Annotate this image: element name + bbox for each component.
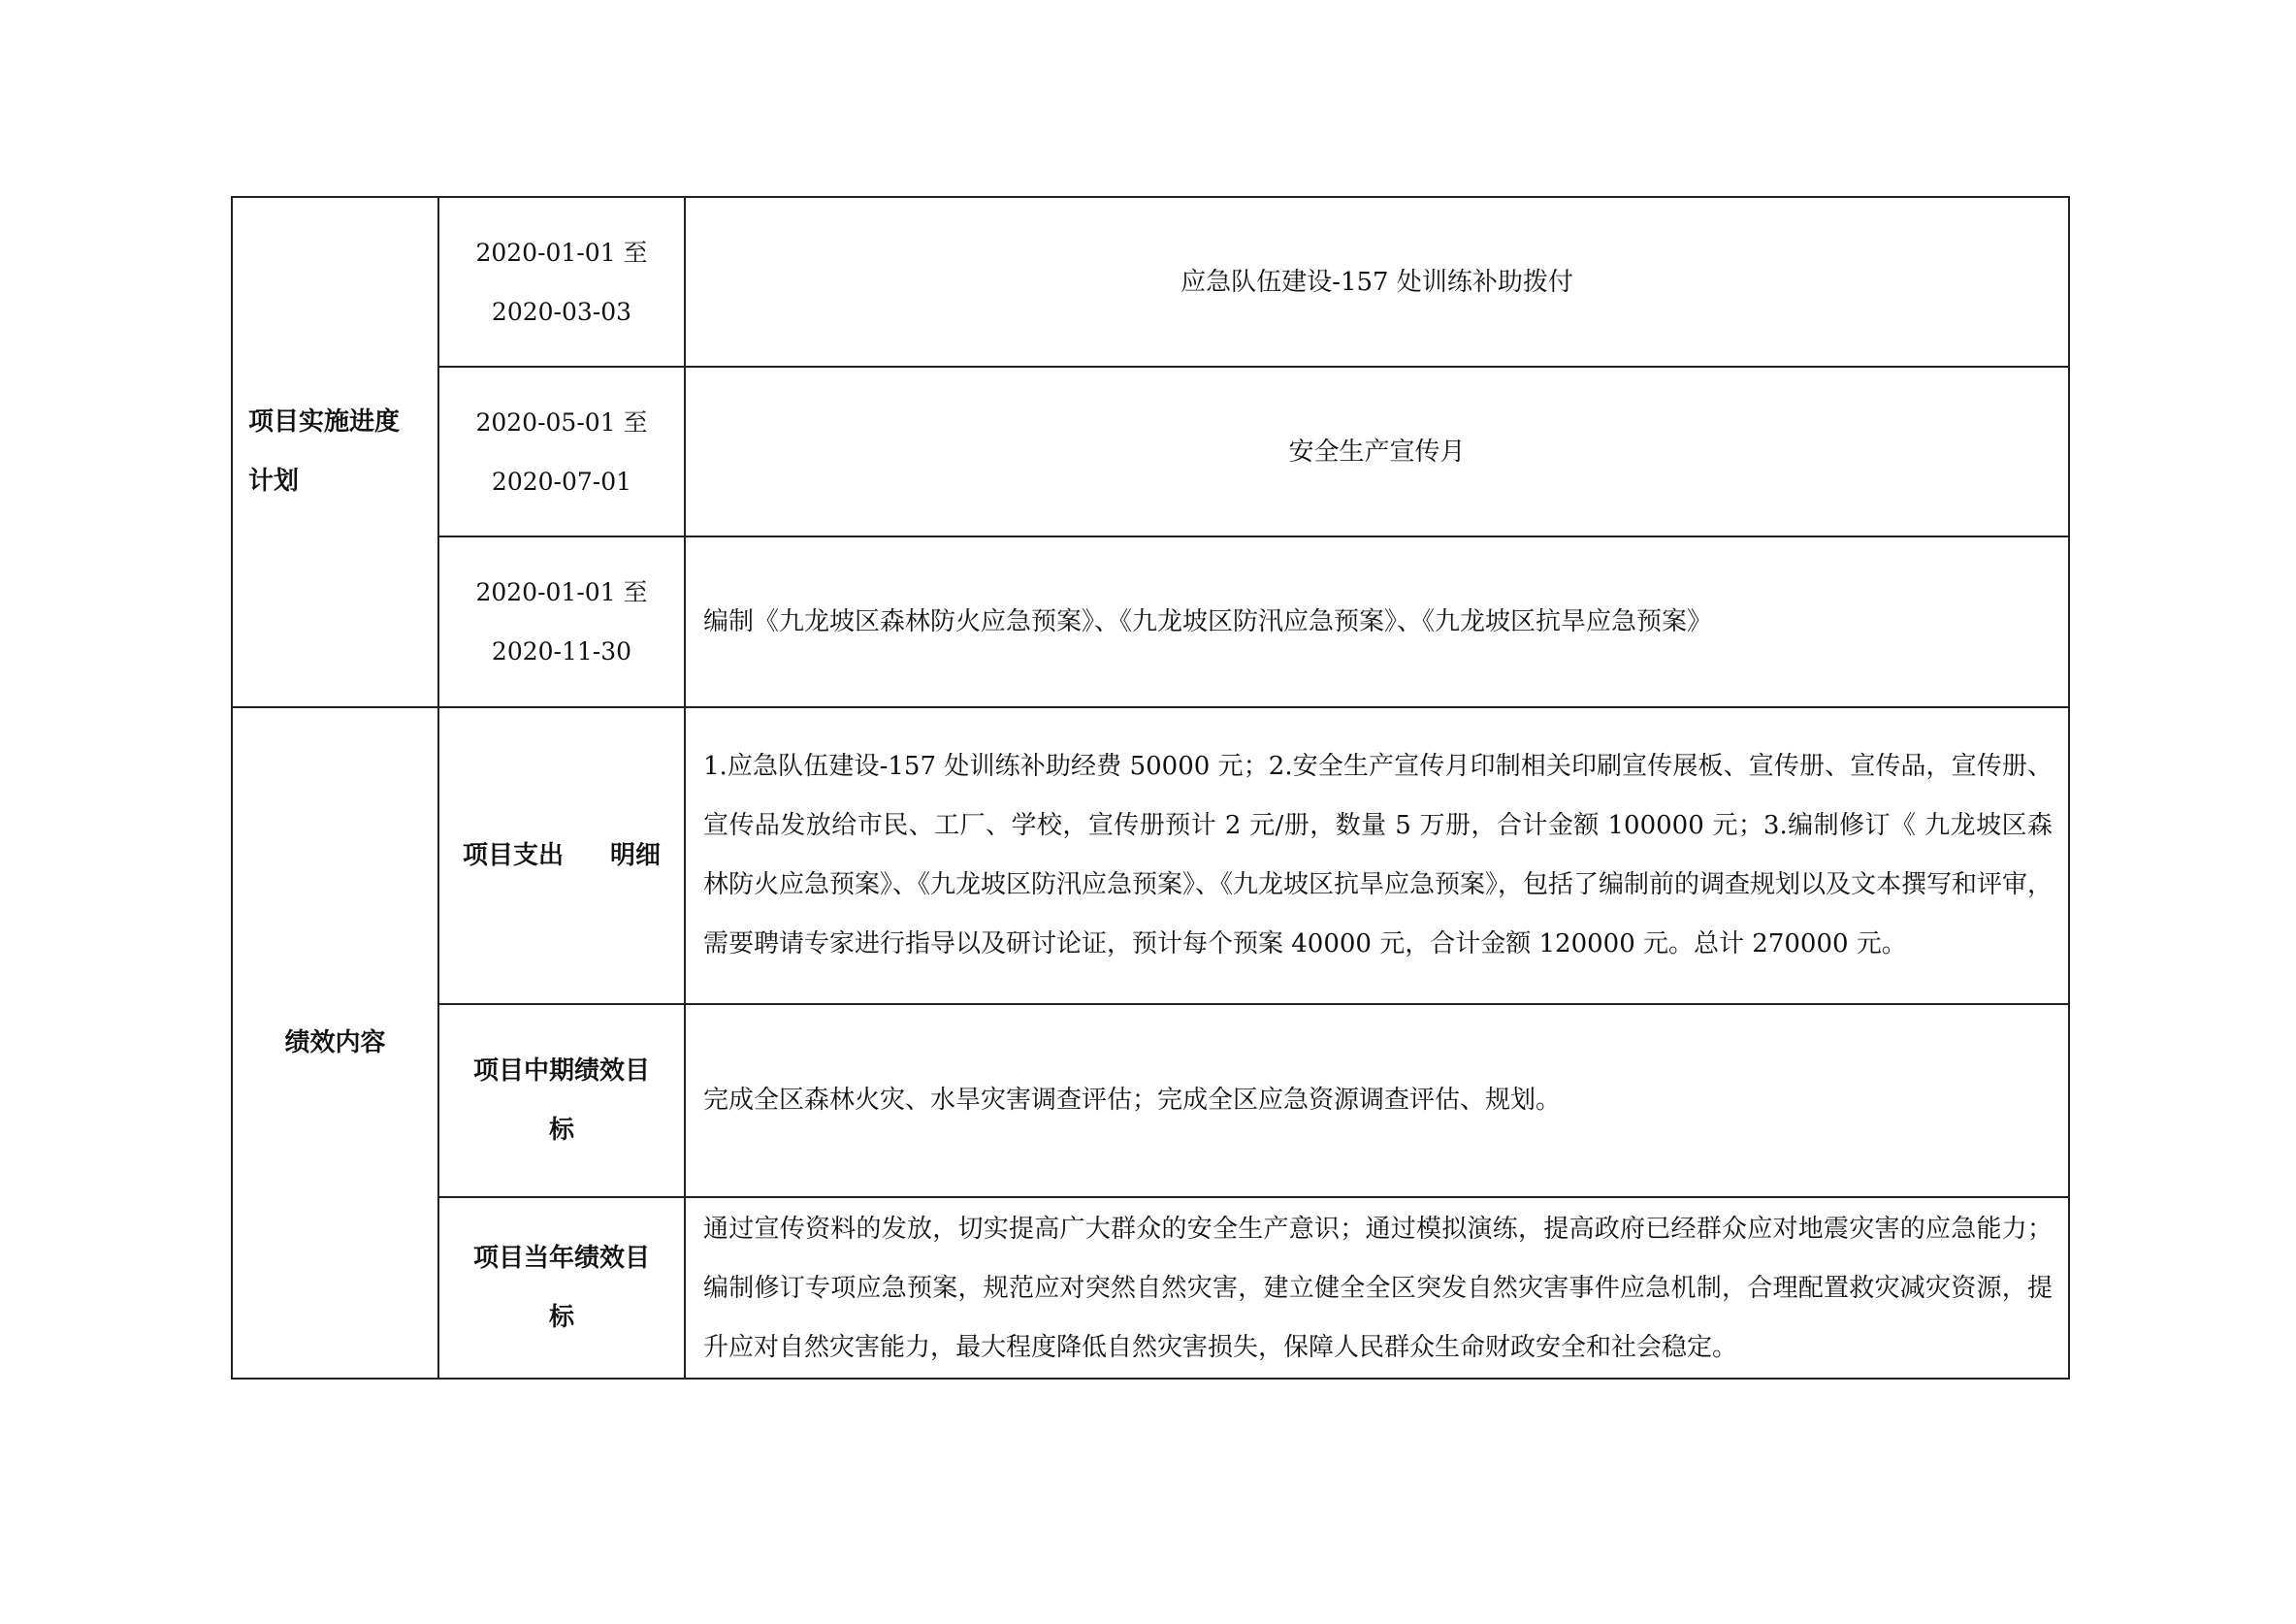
schedule-content-cell — [685, 197, 2069, 367]
schedule-content: 安全生产宣传月 — [1288, 437, 1466, 467]
schedule-date-cell — [438, 197, 685, 367]
schedule-content-cell — [685, 536, 2069, 707]
project-table — [231, 196, 2070, 1380]
expense-label-part2: 明细 — [610, 840, 662, 870]
expense-content-cell — [685, 707, 2069, 1004]
performance-label: 绩效内容 — [284, 1027, 386, 1057]
annual-content-cell — [685, 1197, 2069, 1379]
schedule-date-end: 2020-03-03 — [491, 297, 632, 326]
schedule-content-cell — [685, 367, 2069, 536]
schedule-date-cell — [438, 536, 685, 707]
expense-label-cell — [438, 707, 685, 1004]
schedule-label-line1: 项目实施进度 — [248, 407, 401, 437]
expense-label-part1: 项目支出 — [462, 840, 564, 870]
annual-label-line2: 标 — [548, 1302, 574, 1332]
schedule-date-start: 2020-05-01 至 — [475, 407, 648, 437]
midterm-content: 完成全区森林火灾、水旱灾害调查评估；完成全区应急资源调查评估、规划。 — [703, 1086, 1562, 1115]
annual-content: 通过宣传资料的发放，切实提高广大群众的安全生产意识；通过模拟演练，提高政府已经群众应对地震灾害的应急能力；编制修订专项应急预案，规范应对突然自然灾害，建立健全全区突发自然灾害事件应急机制，合理配置救灾减灾资源，提升应对自然灾害能力，最大程度降低自然灾害损失，保障人民群众生命财政安全和社会稳定。 — [703, 1215, 2053, 1362]
schedule-date-end: 2020-07-01 — [491, 467, 632, 496]
schedule-content: 编制《九龙坡区森林防火应急预案》、《九龙坡区防汛应急预案》、《九龙坡区抗旱应急预案》 — [703, 606, 1713, 636]
midterm-content-cell — [685, 1004, 2069, 1197]
schedule-date-end: 2020-11-30 — [491, 637, 632, 666]
schedule-label-line2: 计划 — [248, 467, 300, 496]
schedule-label-cell — [232, 197, 438, 707]
midterm-label-line1: 项目中期绩效目 — [472, 1056, 650, 1086]
annual-label-cell — [438, 1197, 685, 1379]
midterm-label-line2: 标 — [548, 1115, 574, 1145]
performance-label-cell — [232, 707, 438, 1379]
expense-content: 1.应急队伍建设-157 处训练补助经费 50000 元；2.安全生产宣传月印制相关印刷宣传展板、宣传册、宣传品，宣传册、宣传品发放给市民、工厂、学校，宣传册预计 2 元/册，数量 5 万册，合计金额 100000 元；3.编制修订《 九龙坡区森林防火应急预案》、《九龙坡区防汛应急预案》、《九龙坡区抗旱应急预案》，包括了编制前的调查规划以及文本撰写和评审，需要聘请专家进行指导以及研讨论证，预计每个预案 40000 元，合计金额 120000 元。总计 270000 元。 — [703, 752, 2053, 958]
schedule-date-start: 2020-01-01 至 — [475, 578, 648, 606]
annual-label-line1: 项目当年绩效目 — [472, 1243, 650, 1273]
schedule-date-cell — [438, 367, 685, 536]
midterm-label-cell — [438, 1004, 685, 1197]
schedule-content: 应急队伍建设-157 处训练补助拨付 — [1180, 267, 1573, 297]
schedule-date-start: 2020-01-01 至 — [475, 238, 648, 267]
